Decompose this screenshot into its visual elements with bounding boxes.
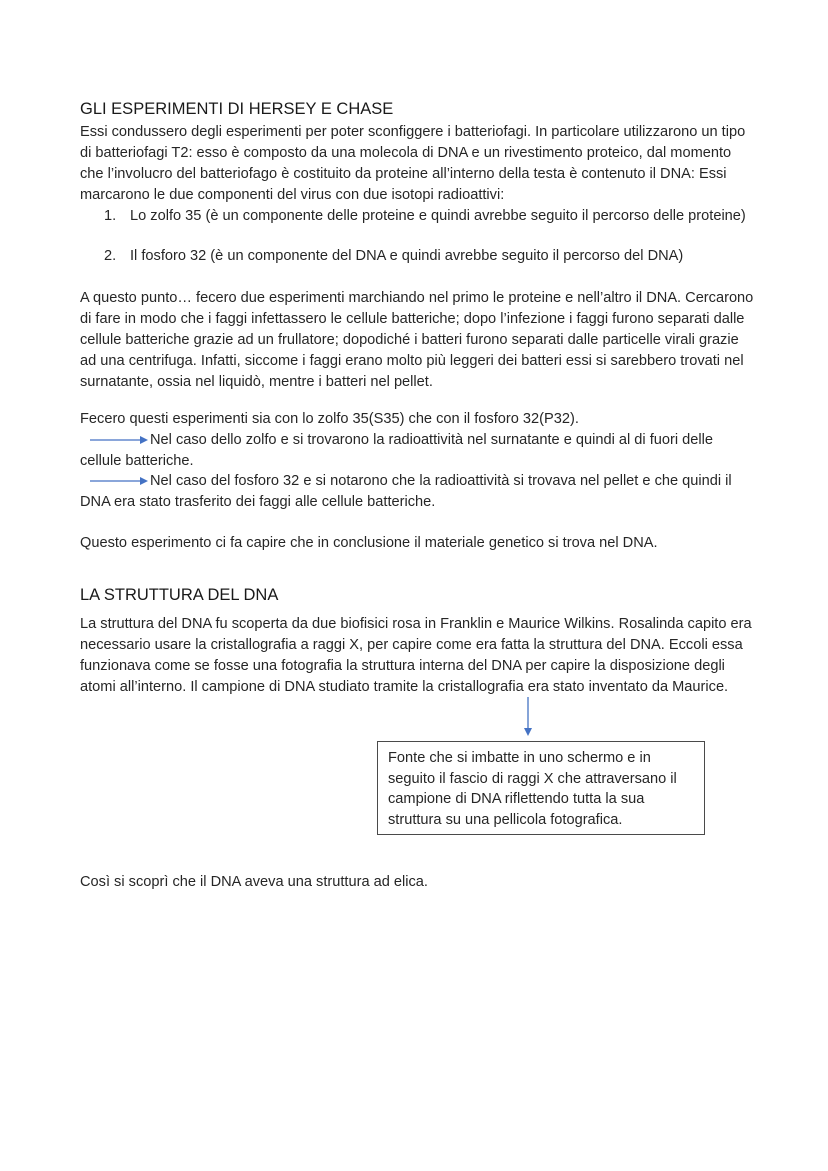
list-item-text: Lo zolfo 35 (è un componente delle proteine e quindi avrebbe seguito il percorso delle proteine) [130, 208, 746, 224]
arrow-item-phosphorus [80, 471, 755, 513]
list-item-number: 1. [104, 208, 117, 224]
right-arrow-icon [90, 475, 148, 487]
explanation-box: Fonte che si imbatte in uno schermo e in seguito il fascio di raggi X che attraversano il campione di DNA riflettendo tutta la sua struttura su una pellicola fotografica. [377, 741, 705, 835]
right-arrow-icon [90, 434, 148, 446]
arrow-item-text: Nel caso del fosforo 32 e si notarono che la radioattività si trovava nel pellet e che quindi il DNA era stato trasferito dei faggi alle cellule batteriche. [80, 473, 732, 510]
arrow-item-text: Nel caso dello zolfo e si trovarono la radioattività nel surnatante e quindi al di fuori delle cellule batteriche. [80, 432, 713, 469]
conclusion-sentence: Questo esperimento ci fa capire che in conclusione il materiale genetico si trova nel DNA. [80, 535, 658, 551]
intro-paragraph: Essi condussero degli esperimenti per poter sconfiggere i batteriofagi. In particolare utilizzarono un tipo di batteriofagi T2: esso è composto da una molecola di DNA e un rivestimento proteico, dal momento che l’involucro del batteriofago è costituito da proteine all’interno della testa è contenuto il DNA: Essi marcarono le due componenti del virus con due isotopi radioattivi: [80, 124, 746, 203]
experiment-paragraph: A questo punto… fecero due esperimenti marchiando nel primo le proteine e nell’altro il DNA. Cercarono di fare in modo che i faggi infettassero le cellule batteriche; dopo l’infezione i faggi furono separati dalle cellule batteriche grazie ad un frullatore; dopodiché i batteri furono separati dalle particelle virali grazie ad una centrifuga. Infatti, siccome i faggi erano molto più leggeri dei batteri essi si sarebbero trovati nel surnatante, ossia nel liquidò, mentre i batteri nel pellet. [80, 290, 754, 390]
arrow-item-sulfur [80, 430, 755, 472]
list-item [104, 206, 754, 227]
list-item [104, 246, 754, 267]
dna-structure-paragraph: La struttura del DNA fu scoperta da due biofisici rosa in Franklin e Maurice Wilkins. Rosalinda capito era necessario usare la cristallografia a raggi X, per capire come era fatta la struttura del DNA. Eccoli essa funzionava come se fosse una fotografia la struttura interna del DNA per capire la disposizione degli atomi all’interno. Il campione di DNA studiato tramite la cristallografia era stato inventato da Maurice. [80, 616, 752, 695]
section-title-dna-structure: LA STRUTTURA DEL DNA [80, 586, 279, 604]
final-sentence: Così si scoprì che il DNA aveva una struttura ad elica. [80, 874, 428, 890]
list-item-text: Il fosforo 32 (è un componente del DNA e quindi avrebbe seguito il percorso del DNA) [130, 248, 684, 264]
experiments-sentence: Fecero questi esperimenti sia con lo zolfo 35(S35) che con il fosforo 32(P32). [80, 411, 579, 427]
list-item-number: 2. [104, 248, 117, 264]
section-title-hersey-chase: GLI ESPERIMENTI DI HERSEY E CHASE [80, 100, 394, 118]
down-arrow-icon [521, 697, 535, 737]
